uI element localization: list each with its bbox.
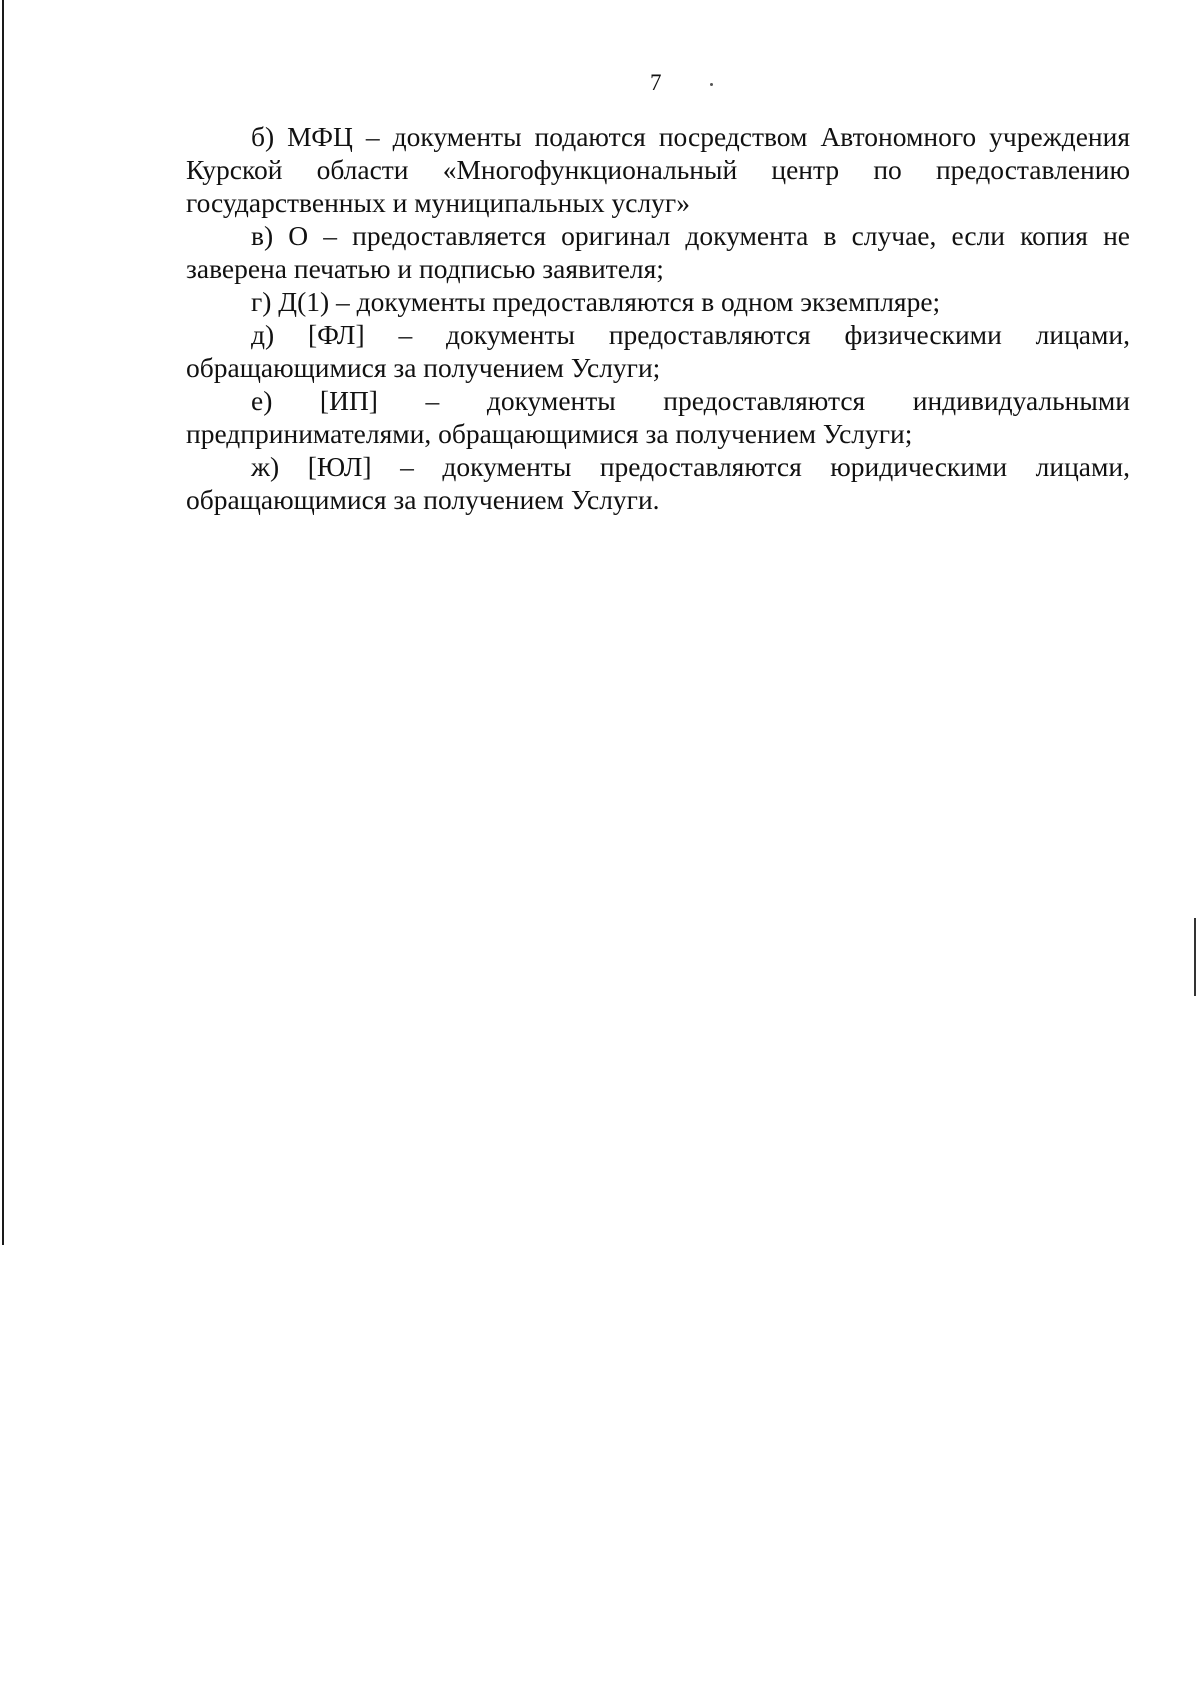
scan-speck [710,83,713,86]
scan-edge-left [2,0,4,1245]
paragraph-original: в) О – предоставляется оригинал документа в случае, если копия не заверена печатью и подписью заявителя; [186,220,1130,284]
scan-edge-right [1194,918,1196,996]
page-number: 7 [650,70,662,95]
paragraph-mfc: б) МФЦ – документы подаются посредством Автономного учреждения Курской области «Многофункциональный центр по предоставлению государственных и муниципальных услуг» [186,121,1130,218]
paragraph-entrepreneurs: е) [ИП] – документы предоставляются индивидуальными предпринимателями, обращающимися за получением Услуги; [186,385,1130,449]
paragraph-legal-entities: ж) [ЮЛ] – документы предоставляются юридическими лицами, обращающимися за получением Услуги. [186,451,1130,515]
paragraph-one-copy: г) Д(1) – документы предоставляются в одном экземпляре; [251,286,941,317]
document-body [186,120,1130,516]
paragraph-individuals: д) [ФЛ] – документы предоставляются физическими лицами, обращающимися за получением Услуги; [186,319,1130,383]
